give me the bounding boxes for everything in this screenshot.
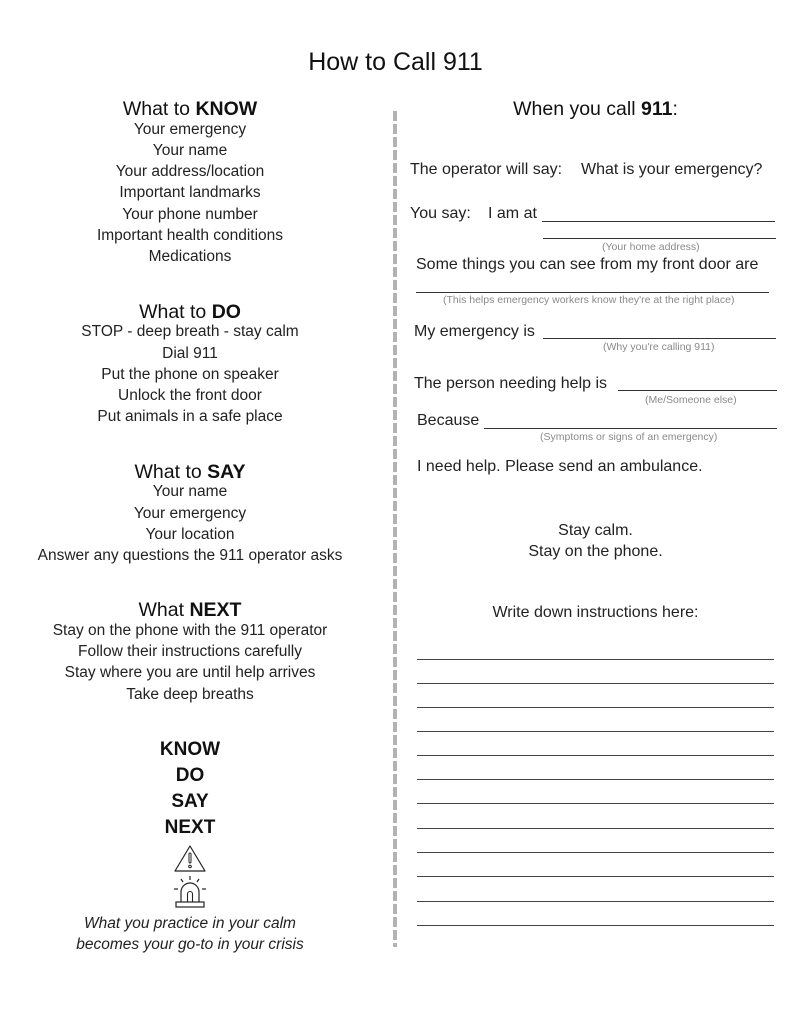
person-field-line[interactable] [618, 390, 777, 391]
instruction-line[interactable] [417, 828, 774, 829]
instruction-line[interactable] [417, 755, 774, 756]
emergency-label: My emergency is [414, 323, 535, 340]
quote-line-1: What you practice in your calm [84, 915, 296, 932]
heading-prefix: What to [139, 301, 212, 323]
i-am-at-label: I am at [488, 205, 537, 222]
instruction-line[interactable] [417, 803, 774, 804]
landmarks-hint: (This helps emergency workers know they're at the right place) [443, 294, 735, 306]
because-label: Because [417, 412, 480, 429]
landmarks-field-line[interactable] [416, 292, 769, 293]
list-item: Your address/location [115, 163, 265, 180]
instruction-line[interactable] [417, 852, 774, 853]
list-item: Your name [152, 483, 228, 500]
operator-label: The operator will say: [410, 161, 563, 178]
section-heading-know [0, 98, 380, 121]
list-item: Put the phone on speaker [101, 366, 279, 383]
instruction-line[interactable] [417, 876, 774, 877]
summary-word-next: NEXT [164, 817, 216, 838]
heading-prefix: What [138, 599, 190, 621]
instruction-line[interactable] [417, 925, 774, 926]
instruction-line[interactable] [417, 683, 774, 684]
instruction-line[interactable] [417, 731, 774, 732]
list-item: Stay on the phone with the 911 operator [52, 622, 328, 639]
instruction-line[interactable] [417, 707, 774, 708]
person-hint: (Me/Someone else) [645, 394, 737, 406]
address-field-line-2[interactable] [543, 238, 776, 239]
landmarks-label: Some things you can see from my front door are [416, 256, 759, 273]
list-item: Your emergency [133, 121, 247, 138]
list-item: Follow their instructions carefully [78, 643, 302, 660]
summary-word-do: DO [175, 765, 205, 786]
list-item: Your location [145, 526, 235, 543]
home-address-hint: (Your home address) [602, 241, 700, 253]
because-field-line[interactable] [484, 428, 777, 429]
heading-prefix: When you call [513, 98, 641, 120]
address-field-line-1[interactable] [542, 221, 775, 222]
person-label: The person needing help is [414, 375, 608, 392]
instruction-line[interactable] [417, 659, 774, 660]
list-item: Stay where you are until help arrives [64, 664, 316, 681]
emergency-hint: (Why you're calling 911) [603, 341, 715, 353]
list-item: Your name [152, 142, 228, 159]
heading-prefix: What to [134, 461, 208, 483]
list-item: STOP - deep breath - stay calm [81, 323, 299, 340]
instructions-label: Write down instructions here: [492, 604, 699, 621]
operator-question: What is your emergency? [581, 161, 763, 178]
list-item: Take deep breaths [126, 686, 254, 703]
heading-bold: DO [211, 301, 241, 323]
list-item: Your emergency [133, 505, 247, 522]
list-item: Unlock the front door [118, 387, 262, 404]
heading-suffix: : [672, 98, 678, 120]
instruction-line[interactable] [417, 901, 774, 902]
list-item: Important landmarks [119, 184, 261, 201]
list-item: Answer any questions the 911 operator asks [37, 547, 343, 564]
list-item: Medications [148, 248, 232, 265]
section-heading-next [0, 599, 380, 622]
emergency-field-line[interactable] [543, 338, 776, 339]
column-divider [393, 111, 397, 947]
list-item: Your phone number [122, 206, 258, 223]
quote-line-2: becomes your go-to in your crisis [76, 936, 304, 953]
heading-bold: SAY [207, 461, 246, 483]
page-title: How to Call 911 [308, 48, 483, 76]
heading-prefix: What to [122, 98, 196, 120]
ambulance-text: I need help. Please send an ambulance. [417, 458, 703, 475]
because-hint: (Symptoms or signs of an emergency) [540, 431, 718, 443]
section-heading-do [0, 301, 380, 324]
summary-word-know: KNOW [159, 739, 221, 760]
instruction-line[interactable] [417, 779, 774, 780]
heading-bold: 911 [641, 98, 673, 120]
right-heading [400, 98, 791, 121]
emergency-siren-icon [170, 874, 210, 915]
list-item: Dial 911 [162, 345, 218, 362]
stay-calm-text: Stay calm. [558, 522, 633, 539]
summary-word-say: SAY [171, 791, 209, 812]
stay-on-phone-text: Stay on the phone. [528, 543, 663, 560]
list-item: Put animals in a safe place [97, 408, 283, 425]
heading-bold: KNOW [195, 98, 258, 120]
heading-bold: NEXT [189, 599, 242, 621]
list-item: Important health conditions [96, 227, 284, 244]
section-heading-say [0, 461, 380, 484]
you-say-label: You say: [410, 205, 471, 222]
